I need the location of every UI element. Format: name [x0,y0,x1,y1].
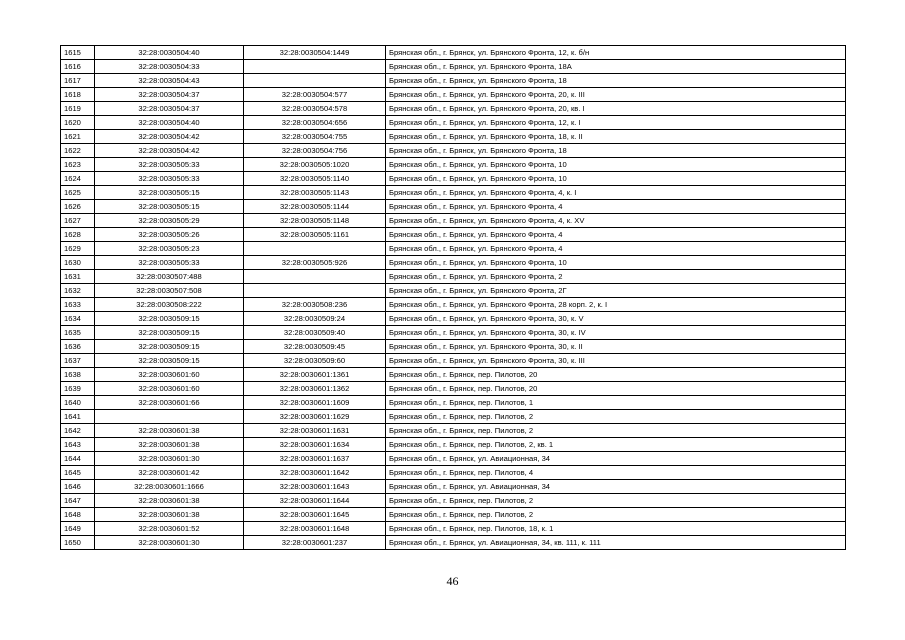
table-row [61,186,846,200]
object-cadastral-number-cell: 32:28:0030505:1144 [244,200,386,214]
object-cadastral-number-cell: 32:28:0030504:1449 [244,46,386,60]
row-number-cell: 1625 [61,186,95,200]
table-row [61,74,846,88]
address-cell: Брянская обл., г. Брянск, ул. Брянского Фронта, 20, кв. I [386,102,846,116]
address-cell: Брянская обл., г. Брянск, пер. Пилотов, 18, к. 1 [386,522,846,536]
row-number-cell: 1643 [61,438,95,452]
page-number: 46 [446,574,459,588]
object-cadastral-number-cell: 32:28:0030601:1629 [244,410,386,424]
parcel-cadastral-number-cell: 32:28:0030601:66 [95,396,244,410]
object-cadastral-number-cell: 32:28:0030504:578 [244,102,386,116]
object-cadastral-number-cell: 32:28:0030505:926 [244,256,386,270]
address-cell: Брянская обл., г. Брянск, ул. Авиационная, 34 [386,452,846,466]
parcel-cadastral-number-cell: 32:28:0030508:222 [95,298,244,312]
table-row [61,200,846,214]
table-row [61,354,846,368]
object-cadastral-number-cell: 32:28:0030504:577 [244,88,386,102]
table-row [61,46,846,60]
object-cadastral-number-cell: 32:28:0030505:1161 [244,228,386,242]
row-number-cell: 1619 [61,102,95,116]
row-number-cell: 1624 [61,172,95,186]
address-cell: Брянская обл., г. Брянск, ул. Брянского Фронта, 28 корп. 2, к. I [386,298,846,312]
address-cell: Брянская обл., г. Брянск, ул. Брянского Фронта, 4, к. XV [386,214,846,228]
object-cadastral-number-cell [244,242,386,256]
parcel-cadastral-number-cell: 32:28:0030504:42 [95,130,244,144]
address-cell: Брянская обл., г. Брянск, ул. Брянского Фронта, 20, к. III [386,88,846,102]
object-cadastral-number-cell: 32:28:0030601:1361 [244,368,386,382]
object-cadastral-number-cell: 32:28:0030601:1637 [244,452,386,466]
object-cadastral-number-cell: 32:28:0030509:45 [244,340,386,354]
address-cell: Брянская обл., г. Брянск, ул. Брянского Фронта, 30, к. IV [386,326,846,340]
address-cell: Брянская обл., г. Брянск, ул. Брянского Фронта, 30, к. V [386,312,846,326]
row-number-cell: 1623 [61,158,95,172]
parcel-cadastral-number-cell: 32:28:0030601:52 [95,522,244,536]
parcel-cadastral-number-cell: 32:28:0030601:38 [95,508,244,522]
table-row [61,298,846,312]
object-cadastral-number-cell: 32:28:0030509:24 [244,312,386,326]
table-row [61,438,846,452]
address-cell: Брянская обл., г. Брянск, ул. Брянского Фронта, 10 [386,158,846,172]
table-row [61,144,846,158]
table-row [61,522,846,536]
row-number-cell: 1616 [61,60,95,74]
table-row [61,368,846,382]
object-cadastral-number-cell: 32:28:0030505:1143 [244,186,386,200]
table-row [61,116,846,130]
object-cadastral-number-cell: 32:28:0030504:756 [244,144,386,158]
parcel-cadastral-number-cell: 32:28:0030505:15 [95,186,244,200]
row-number-cell: 1617 [61,74,95,88]
address-cell: Брянская обл., г. Брянск, пер. Пилотов, 2 [386,410,846,424]
row-number-cell: 1636 [61,340,95,354]
address-cell: Брянская обл., г. Брянск, ул. Авиационная, 34 [386,480,846,494]
object-cadastral-number-cell [244,270,386,284]
parcel-cadastral-number-cell: 32:28:0030505:23 [95,242,244,256]
table-row [61,466,846,480]
parcel-cadastral-number-cell: 32:28:0030601:30 [95,452,244,466]
parcel-cadastral-number-cell [95,410,244,424]
address-cell: Брянская обл., г. Брянск, ул. Брянского Фронта, 4 [386,242,846,256]
row-number-cell: 1640 [61,396,95,410]
object-cadastral-number-cell: 32:28:0030601:1362 [244,382,386,396]
table-row [61,130,846,144]
table-row [61,312,846,326]
table-row [61,284,846,298]
table-row [61,536,846,550]
parcel-cadastral-number-cell: 32:28:0030601:38 [95,494,244,508]
object-cadastral-number-cell [244,284,386,298]
address-cell: Брянская обл., г. Брянск, ул. Брянского Фронта, 12, к. I [386,116,846,130]
parcel-cadastral-number-cell: 32:28:0030601:60 [95,382,244,396]
object-cadastral-number-cell: 32:28:0030601:1648 [244,522,386,536]
row-number-cell: 1645 [61,466,95,480]
table-row [61,340,846,354]
address-cell: Брянская обл., г. Брянск, ул. Брянского Фронта, 2Г [386,284,846,298]
object-cadastral-number-cell [244,74,386,88]
parcel-cadastral-number-cell: 32:28:0030504:33 [95,60,244,74]
row-number-cell: 1634 [61,312,95,326]
address-cell: Брянская обл., г. Брянск, ул. Брянского Фронта, 18 [386,74,846,88]
object-cadastral-number-cell: 32:28:0030504:755 [244,130,386,144]
row-number-cell: 1635 [61,326,95,340]
object-cadastral-number-cell: 32:28:0030505:1020 [244,158,386,172]
table-row [61,452,846,466]
address-cell: Брянская обл., г. Брянск, пер. Пилотов, 1 [386,396,846,410]
parcel-cadastral-number-cell: 32:28:0030601:38 [95,438,244,452]
row-number-cell: 1646 [61,480,95,494]
address-cell: Брянская обл., г. Брянск, ул. Брянского Фронта, 2 [386,270,846,284]
address-cell: Брянская обл., г. Брянск, ул. Брянского Фронта, 30, к. III [386,354,846,368]
row-number-cell: 1649 [61,522,95,536]
address-cell: Брянская обл., г. Брянск, ул. Брянского Фронта, 12, к. б/н [386,46,846,60]
row-number-cell: 1628 [61,228,95,242]
address-cell: Брянская обл., г. Брянск, ул. Авиационная, 34, кв. 111, к. 111 [386,536,846,550]
row-number-cell: 1621 [61,130,95,144]
address-cell: Брянская обл., г. Брянск, ул. Брянского Фронта, 18, к. II [386,130,846,144]
object-cadastral-number-cell: 32:28:0030601:1644 [244,494,386,508]
address-cell: Брянская обл., г. Брянск, пер. Пилотов, 20 [386,368,846,382]
row-number-cell: 1629 [61,242,95,256]
parcel-cadastral-number-cell: 32:28:0030509:15 [95,312,244,326]
parcel-cadastral-number-cell: 32:28:0030504:42 [95,144,244,158]
object-cadastral-number-cell: 32:28:0030509:40 [244,326,386,340]
parcel-cadastral-number-cell: 32:28:0030507:508 [95,284,244,298]
row-number-cell: 1631 [61,270,95,284]
address-cell: Брянская обл., г. Брянск, пер. Пилотов, 20 [386,382,846,396]
row-number-cell: 1638 [61,368,95,382]
table-body [61,46,846,550]
address-cell: Брянская обл., г. Брянск, ул. Брянского Фронта, 18А [386,60,846,74]
table-row [61,326,846,340]
row-number-cell: 1644 [61,452,95,466]
row-number-cell: 1633 [61,298,95,312]
object-cadastral-number-cell: 32:28:0030504:656 [244,116,386,130]
table-row [61,214,846,228]
address-cell: Брянская обл., г. Брянск, ул. Брянского Фронта, 4, к. I [386,186,846,200]
table-row [61,60,846,74]
parcel-cadastral-number-cell: 32:28:0030504:43 [95,74,244,88]
object-cadastral-number-cell: 32:28:0030601:1609 [244,396,386,410]
object-cadastral-number-cell: 32:28:0030601:237 [244,536,386,550]
address-cell: Брянская обл., г. Брянск, ул. Брянского Фронта, 30, к. II [386,340,846,354]
table-row [61,158,846,172]
object-cadastral-number-cell: 32:28:0030601:1634 [244,438,386,452]
object-cadastral-number-cell: 32:28:0030601:1645 [244,508,386,522]
object-cadastral-number-cell: 32:28:0030505:1140 [244,172,386,186]
row-number-cell: 1639 [61,382,95,396]
row-number-cell: 1637 [61,354,95,368]
parcel-cadastral-number-cell: 32:28:0030601:30 [95,536,244,550]
row-number-cell: 1622 [61,144,95,158]
parcel-cadastral-number-cell: 32:28:0030504:40 [95,46,244,60]
table-row [61,242,846,256]
object-cadastral-number-cell: 32:28:0030508:236 [244,298,386,312]
table-row [61,270,846,284]
parcel-cadastral-number-cell: 32:28:0030505:26 [95,228,244,242]
object-cadastral-number-cell: 32:28:0030509:60 [244,354,386,368]
row-number-cell: 1641 [61,410,95,424]
parcel-cadastral-number-cell: 32:28:0030505:33 [95,172,244,186]
cadastral-registry-table [60,45,846,550]
parcel-cadastral-number-cell: 32:28:0030509:15 [95,340,244,354]
address-cell: Брянская обл., г. Брянск, пер. Пилотов, 2, кв. 1 [386,438,846,452]
table-row [61,382,846,396]
address-cell: Брянская обл., г. Брянск, ул. Брянского Фронта, 10 [386,172,846,186]
row-number-cell: 1627 [61,214,95,228]
parcel-cadastral-number-cell: 32:28:0030601:1666 [95,480,244,494]
address-cell: Брянская обл., г. Брянск, пер. Пилотов, 2 [386,508,846,522]
parcel-cadastral-number-cell: 32:28:0030505:29 [95,214,244,228]
parcel-cadastral-number-cell: 32:28:0030504:37 [95,88,244,102]
parcel-cadastral-number-cell: 32:28:0030509:15 [95,326,244,340]
table-row [61,480,846,494]
parcel-cadastral-number-cell: 32:28:0030601:60 [95,368,244,382]
row-number-cell: 1648 [61,508,95,522]
row-number-cell: 1626 [61,200,95,214]
table-row [61,228,846,242]
parcel-cadastral-number-cell: 32:28:0030601:38 [95,424,244,438]
table-row [61,256,846,270]
object-cadastral-number-cell: 32:28:0030505:1148 [244,214,386,228]
row-number-cell: 1632 [61,284,95,298]
object-cadastral-number-cell [244,60,386,74]
row-number-cell: 1630 [61,256,95,270]
object-cadastral-number-cell: 32:28:0030601:1631 [244,424,386,438]
table-row [61,88,846,102]
object-cadastral-number-cell: 32:28:0030601:1643 [244,480,386,494]
parcel-cadastral-number-cell: 32:28:0030509:15 [95,354,244,368]
parcel-cadastral-number-cell: 32:28:0030505:15 [95,200,244,214]
table-row [61,424,846,438]
parcel-cadastral-number-cell: 32:28:0030505:33 [95,256,244,270]
row-number-cell: 1620 [61,116,95,130]
row-number-cell: 1642 [61,424,95,438]
row-number-cell: 1647 [61,494,95,508]
parcel-cadastral-number-cell: 32:28:0030601:42 [95,466,244,480]
parcel-cadastral-number-cell: 32:28:0030507:488 [95,270,244,284]
parcel-cadastral-number-cell: 32:28:0030504:37 [95,102,244,116]
address-cell: Брянская обл., г. Брянск, ул. Брянского Фронта, 18 [386,144,846,158]
row-number-cell: 1615 [61,46,95,60]
parcel-cadastral-number-cell: 32:28:0030505:33 [95,158,244,172]
table-row [61,102,846,116]
table-row [61,396,846,410]
address-cell: Брянская обл., г. Брянск, ул. Брянского Фронта, 10 [386,256,846,270]
table-row [61,410,846,424]
table-row [61,508,846,522]
address-cell: Брянская обл., г. Брянск, пер. Пилотов, 2 [386,424,846,438]
address-cell: Брянская обл., г. Брянск, пер. Пилотов, 2 [386,494,846,508]
parcel-cadastral-number-cell: 32:28:0030504:40 [95,116,244,130]
address-cell: Брянская обл., г. Брянск, пер. Пилотов, 4 [386,466,846,480]
address-cell: Брянская обл., г. Брянск, ул. Брянского Фронта, 4 [386,200,846,214]
table-row [61,172,846,186]
object-cadastral-number-cell: 32:28:0030601:1642 [244,466,386,480]
row-number-cell: 1650 [61,536,95,550]
address-cell: Брянская обл., г. Брянск, ул. Брянского Фронта, 4 [386,228,846,242]
row-number-cell: 1618 [61,88,95,102]
table-row [61,494,846,508]
